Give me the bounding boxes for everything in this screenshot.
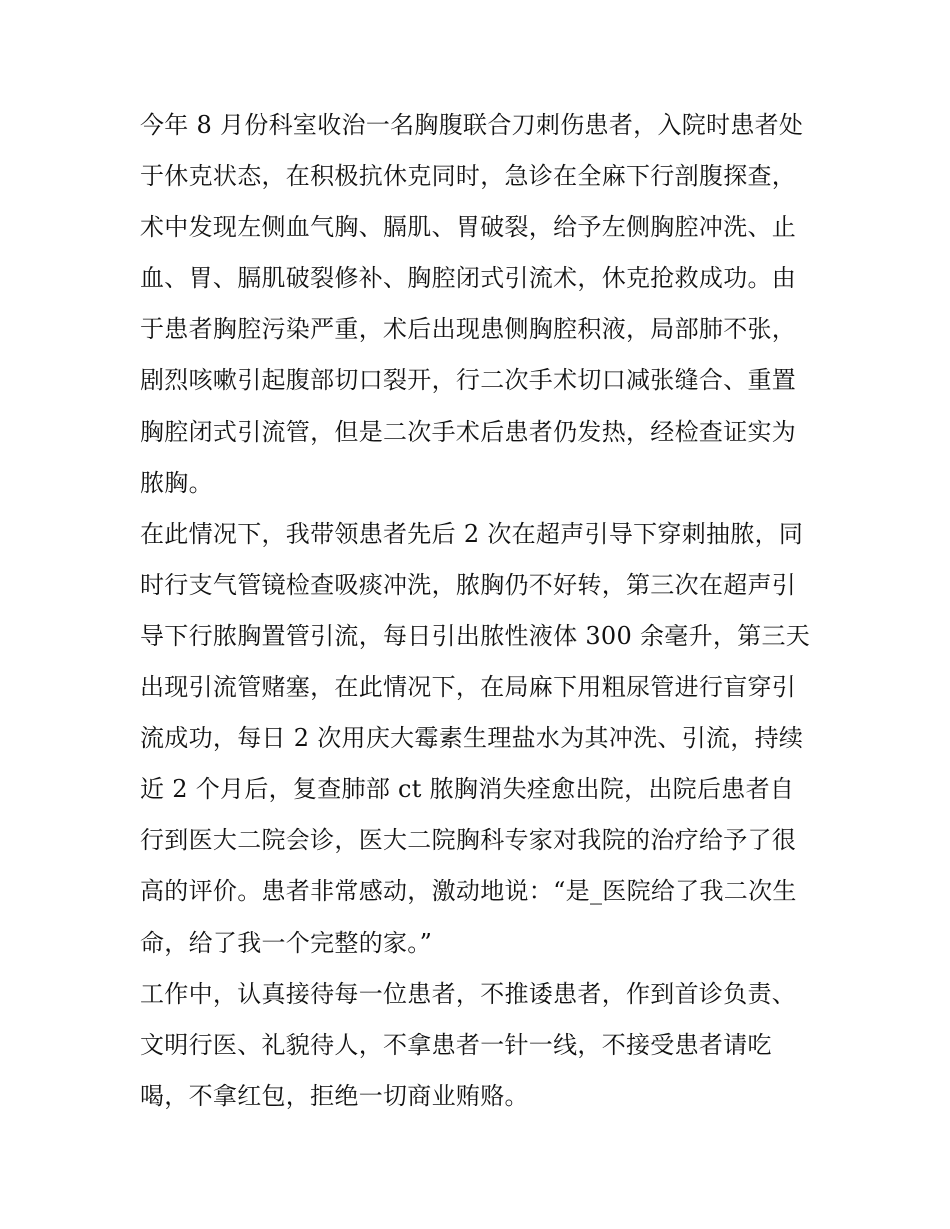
text-line: 于休克状态，在积极抗休克同时，急诊在全麻下行剖腹探查， <box>140 162 797 191</box>
text-line: 工作中，认真接待每一位患者，不推诿患者，作到首诊负责、 <box>140 979 797 1008</box>
text-line: 命，给了我一个完整的家。” <box>140 928 433 957</box>
text-line: 胸腔闭式引流管，但是二次手术后患者仍发热，经检查证实为 <box>140 417 797 446</box>
text-line: 脓胸。 <box>140 468 213 497</box>
text-line: 时行支气管镜检查吸痰冲洗，脓胸仍不好转，第三次在超声引 <box>140 570 797 599</box>
text-line: 行到医大二院会诊，医大二院胸科专家对我院的治疗给予了很 <box>140 826 797 855</box>
text-line: 喝，不拿红包，拒绝一切商业贿赂。 <box>140 1081 529 1110</box>
text-line: 流成功，每日 2 次用庆大霉素生理盐水为其冲洗、引流，持续 <box>140 724 804 753</box>
text-line: 于患者胸腔污染严重，术后出现患侧胸腔积液，局部肺不张， <box>140 315 797 344</box>
text-line: 在此情况下，我带领患者先后 2 次在超声引导下穿刺抽脓，同 <box>140 519 804 548</box>
text-line: 血、胃、膈肌破裂修补、胸腔闭式引流术，休克抢救成功。由 <box>140 264 797 293</box>
text-line: 高的评价。患者非常感动，激动地说：“是_医院给了我二次生 <box>140 877 797 906</box>
text-line: 出现引流管赌塞，在此情况下，在局麻下用粗尿管进行盲穿引 <box>140 673 797 702</box>
text-line: 导下行脓胸置管引流，每日引出脓性液体 300 余毫升，第三天 <box>140 621 811 650</box>
text-line: 近 2 个月后，复查肺部 ct 脓胸消失痊愈出院，出院后患者自 <box>140 775 795 804</box>
text-line: 剧烈咳嗽引起腹部切口裂开，行二次手术切口减张缝合、重置 <box>140 366 797 395</box>
body-text <box>140 110 820 1132</box>
text-line: 今年 8 月份科室收治一名胸腹联合刀刺伤患者，入院时患者处 <box>140 111 804 139</box>
text-line: 文明行医、礼貌待人，不拿患者一针一线，不接受患者请吃 <box>140 1030 772 1059</box>
text-line: 术中发现左侧血气胸、膈肌、胃破裂，给予左侧胸腔冲洗、止 <box>140 213 797 242</box>
